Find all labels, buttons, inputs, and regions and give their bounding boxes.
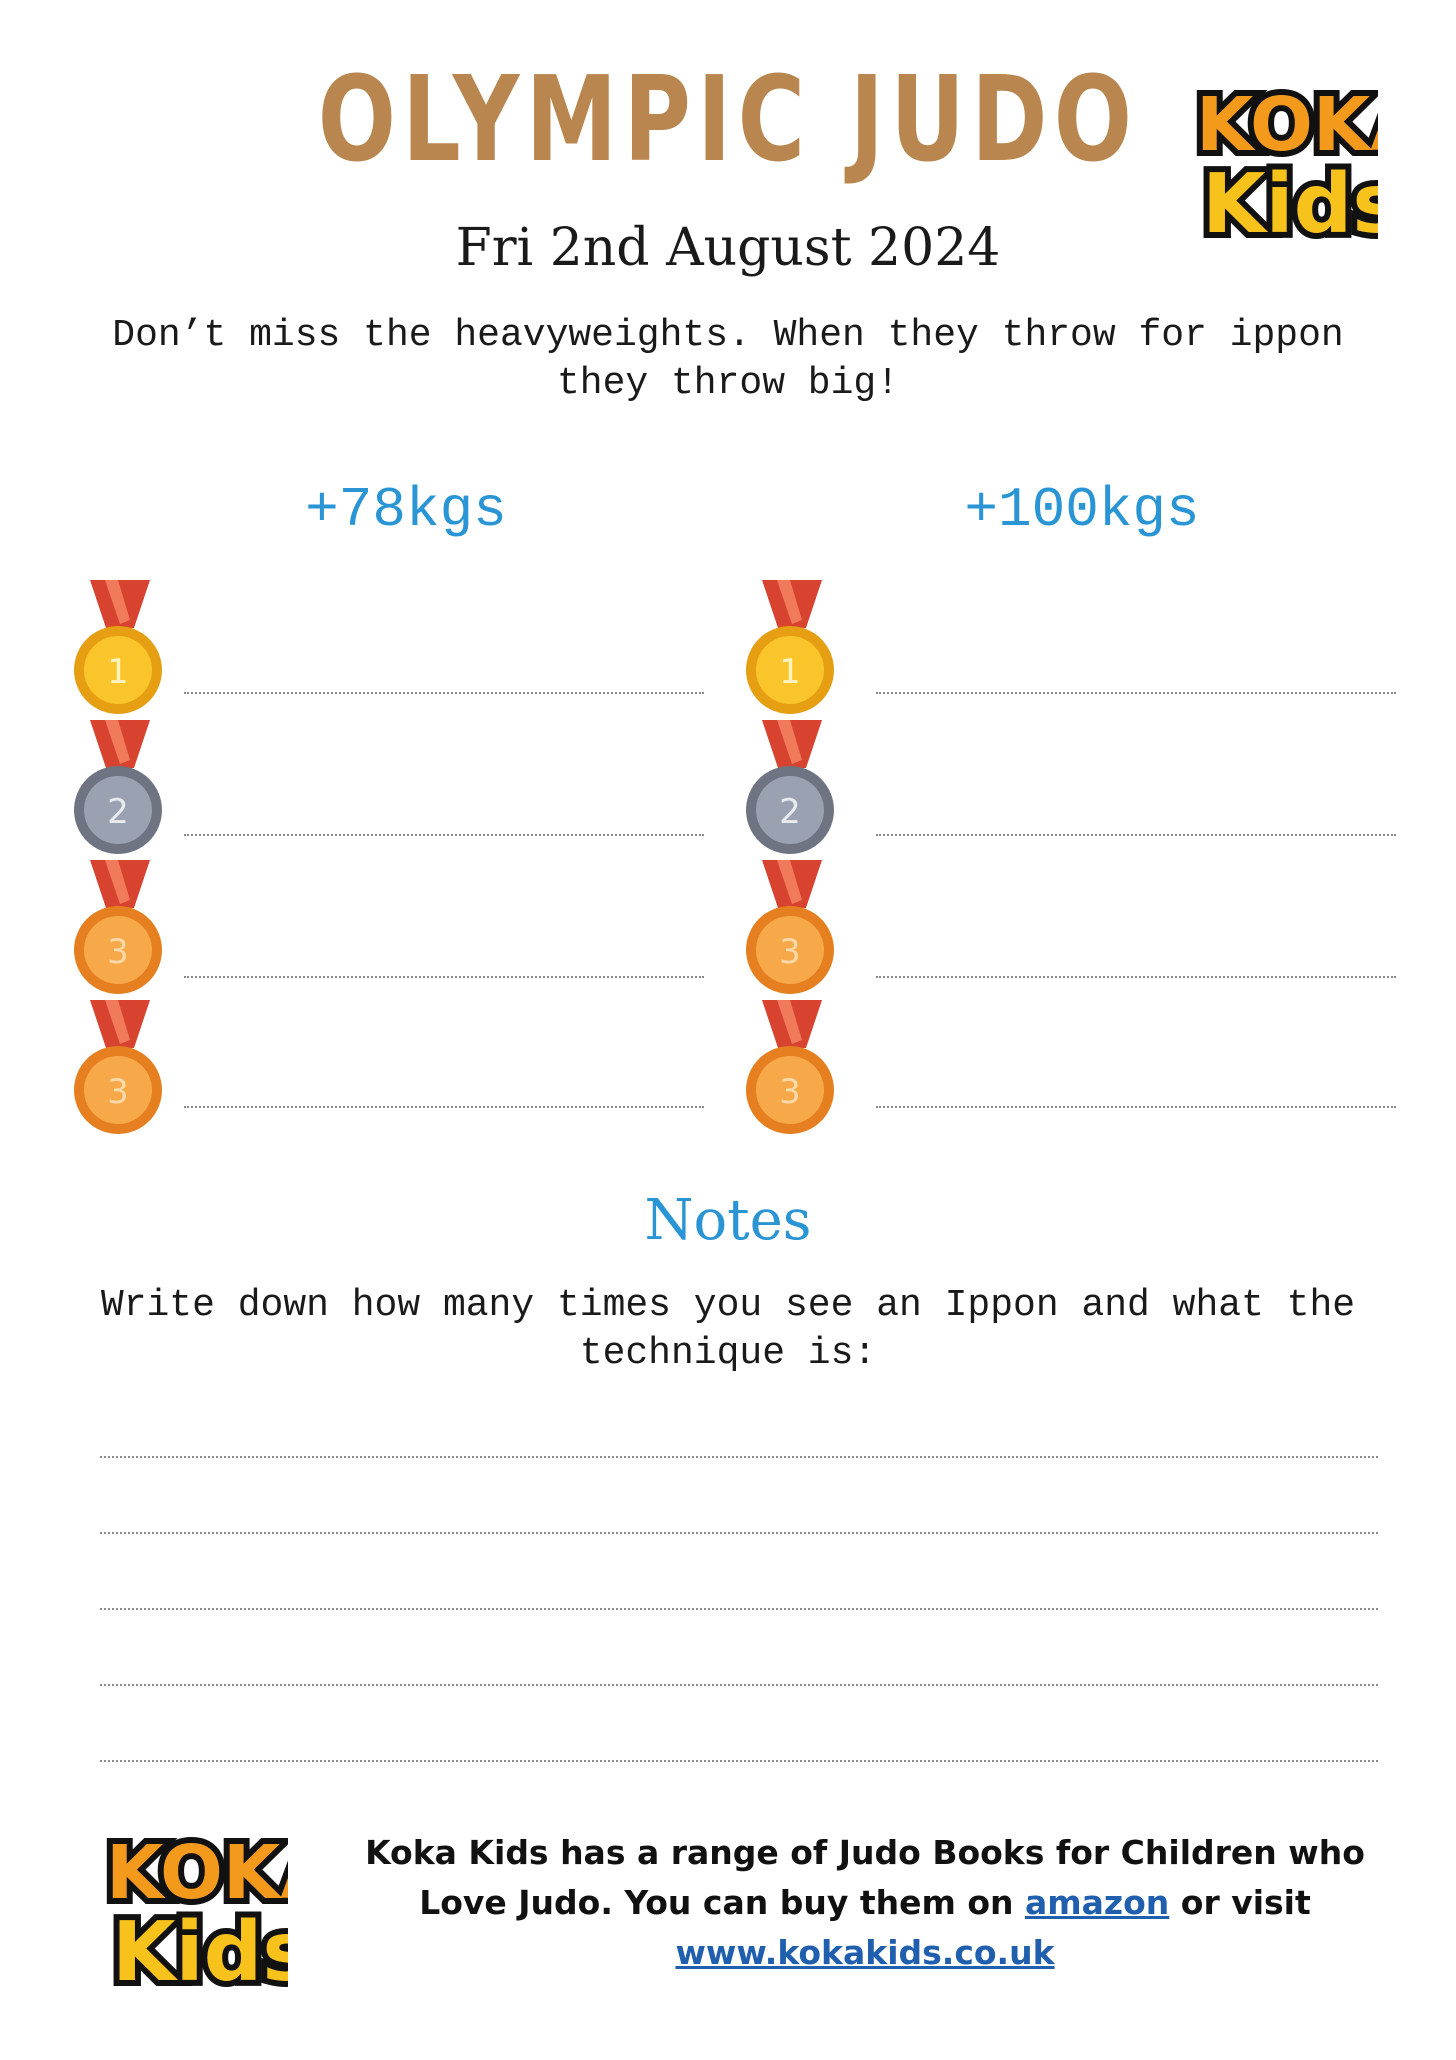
logo-line2: Kids	[112, 1905, 288, 1998]
silver-medal-icon	[742, 720, 842, 880]
answer-line[interactable]	[876, 834, 1396, 836]
notes-line[interactable]	[100, 1456, 1378, 1458]
silver-medal-icon	[70, 720, 170, 880]
footer-text-middle: or visit	[1169, 1883, 1311, 1922]
division-label-100: +100kgs	[964, 478, 1200, 542]
answer-line[interactable]	[184, 834, 704, 836]
koka-kids-logo-footer	[98, 1820, 288, 1998]
intro-text: Don’t miss the heavyweights. When they throw for ippon they throw big!	[112, 314, 1344, 405]
logo-line1-outline: KOK	[1196, 82, 1371, 168]
bronze-medal-icon	[70, 860, 170, 1020]
medal-number: 3	[779, 1072, 801, 1112]
answer-line[interactable]	[876, 976, 1396, 978]
medal-number: 3	[779, 932, 801, 972]
logo-line1: KOK	[1196, 82, 1371, 168]
notes-line[interactable]	[100, 1684, 1378, 1686]
amazon-link[interactable]: amazon	[1025, 1883, 1170, 1922]
event-date: Fri 2nd August 2024	[455, 218, 1001, 278]
answer-line[interactable]	[876, 1106, 1396, 1108]
answer-line[interactable]	[876, 692, 1396, 694]
page-title: OLYMPIC JUDO	[317, 50, 1139, 188]
footer-text-start: Koka Kids has a range of Judo Books for Children who Love Judo. You can buy them on	[365, 1833, 1365, 1922]
answer-line[interactable]	[184, 692, 704, 694]
answer-line[interactable]	[184, 976, 704, 978]
logo-line2-outline: Kids	[1202, 157, 1378, 250]
logo-line1-outline: KOK	[106, 1830, 281, 1916]
medal-list-100	[742, 580, 1402, 1140]
notes-line[interactable]	[100, 1760, 1378, 1762]
notes-heading: Notes	[644, 1188, 812, 1253]
medal-number: 3	[107, 932, 129, 972]
website-link[interactable]: www.kokakids.co.uk	[675, 1933, 1055, 1972]
logo-line1: KOK	[106, 1830, 281, 1916]
footer-text	[330, 1828, 1400, 1978]
logo-line2: Kids	[1202, 157, 1378, 250]
notes-line[interactable]	[100, 1532, 1378, 1534]
bronze-medal-icon	[742, 1000, 842, 1160]
notes-line[interactable]	[100, 1608, 1378, 1610]
medal-number: 3	[107, 1072, 129, 1112]
koka-kids-logo	[1188, 72, 1378, 250]
division-label-78: +78kgs	[305, 478, 507, 542]
medal-number: 1	[107, 652, 129, 692]
bronze-medal-icon	[70, 1000, 170, 1160]
bronze-medal-icon	[742, 860, 842, 1020]
gold-medal-icon	[742, 580, 842, 740]
medal-list-78	[70, 580, 710, 1140]
gold-medal-icon	[70, 580, 170, 740]
logo-line2-outline: Kids	[112, 1905, 288, 1998]
medal-number: 2	[779, 792, 801, 832]
notes-prompt: Write down how many times you see an Ippon and what the technique is:	[100, 1284, 1356, 1375]
medal-number: 1	[779, 652, 801, 692]
answer-line[interactable]	[184, 1106, 704, 1108]
medal-number: 2	[107, 792, 129, 832]
